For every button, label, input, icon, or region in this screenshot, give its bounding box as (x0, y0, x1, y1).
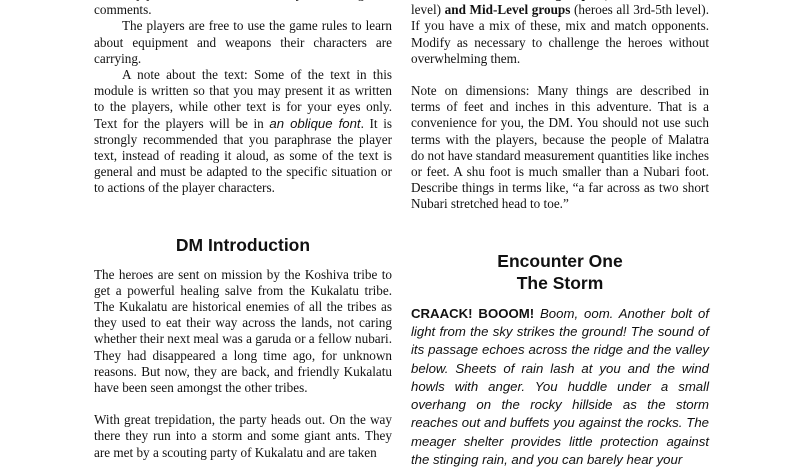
dm-introduction-heading: DM Introduction (175, 234, 311, 255)
paragraph-trepidation: With great trepidation, the party heads out. On the way there they run into a storm and some giant ants. They are met by a scouting party of Kukalatu and are taken (94, 412, 392, 460)
player-text-storm (411, 305, 709, 469)
encounter-title: Encounter One (497, 250, 623, 271)
paragraph-mission: The heroes are sent on mission by the Koshiva tribe to get a powerful healing salve from the Kukalatu tribe. The Kukalatu are historical enemies of all the tribes as they used to eat their way across the lands, not caring whether their next meal was a garuda or a fellow nubari. They had disappeared a long time ago, for unknown reasons. But now, they are back, and friendly Kukalatu have been seen amongst the other tribes. (94, 266, 392, 396)
paragraph-group-levels (411, 0, 709, 67)
mid-level-groups: and Mid-Level groups (444, 2, 571, 18)
note-text-start: A note about the text: Some of the text in this module is written so that you may present it as written to the players, while other text is for your eyes only. Text for the players will be in (94, 67, 392, 131)
paragraph-ratings: comments. (94, 2, 152, 18)
encounter-subtitle: The Storm (516, 272, 604, 293)
levels-text-1 (411, 0, 461, 1)
paragraph-game-rules: The players are free to use the game rules to learn about equipment and weapons their characters are carrying. (94, 18, 392, 66)
note-text-end: . It is strongly recommended that you paraphrase the player text, instead of reading it aloud, as some of the text is general and must be adapted to the specific situation or to actions of the player characters. (94, 115, 392, 196)
low-level-groups (461, 0, 593, 1)
storm-description: Boom, oom. Another bolt of light from the sky strikes the ground! The sound of its passage echoes across the ridge and the valley below. Sheets of rain lash at you and the wind howls with anger. You huddle under a small overhang on the rocky hillside as the storm reaches out and buffets you against the rocks. The meager shelter provides little protection against the stinging rain, and you can barely hear your (411, 305, 709, 468)
left-column (94, 0, 392, 461)
encounter-one-heading (411, 250, 709, 294)
right-column (411, 0, 709, 469)
levels-text-3: (heroes all 3rd-5th level). If you have a mix of these, mix and match opponents. Modify as necessary to challenge the heroes without overwhelming them. (411, 2, 709, 66)
thunder-sound: CRAACK! BOOOM! (411, 305, 535, 321)
oblique-font-sample: an oblique font (269, 115, 361, 131)
paragraph-dimensions: Note on dimensions: Many things are described in terms of feet and inches in this adventure. That is a convenience for you, the DM. You should not use such terms with the players, because the people of Malatra do not have standard measurement quantities like inches or feet. A shu foot is much smaller than a Nubari foot. Describe things in terms like, “a far across as two short Nubari stretched head to toe.” (411, 83, 709, 212)
paragraph-note-about-text (94, 67, 392, 197)
levels-text-2: level) (411, 2, 442, 18)
